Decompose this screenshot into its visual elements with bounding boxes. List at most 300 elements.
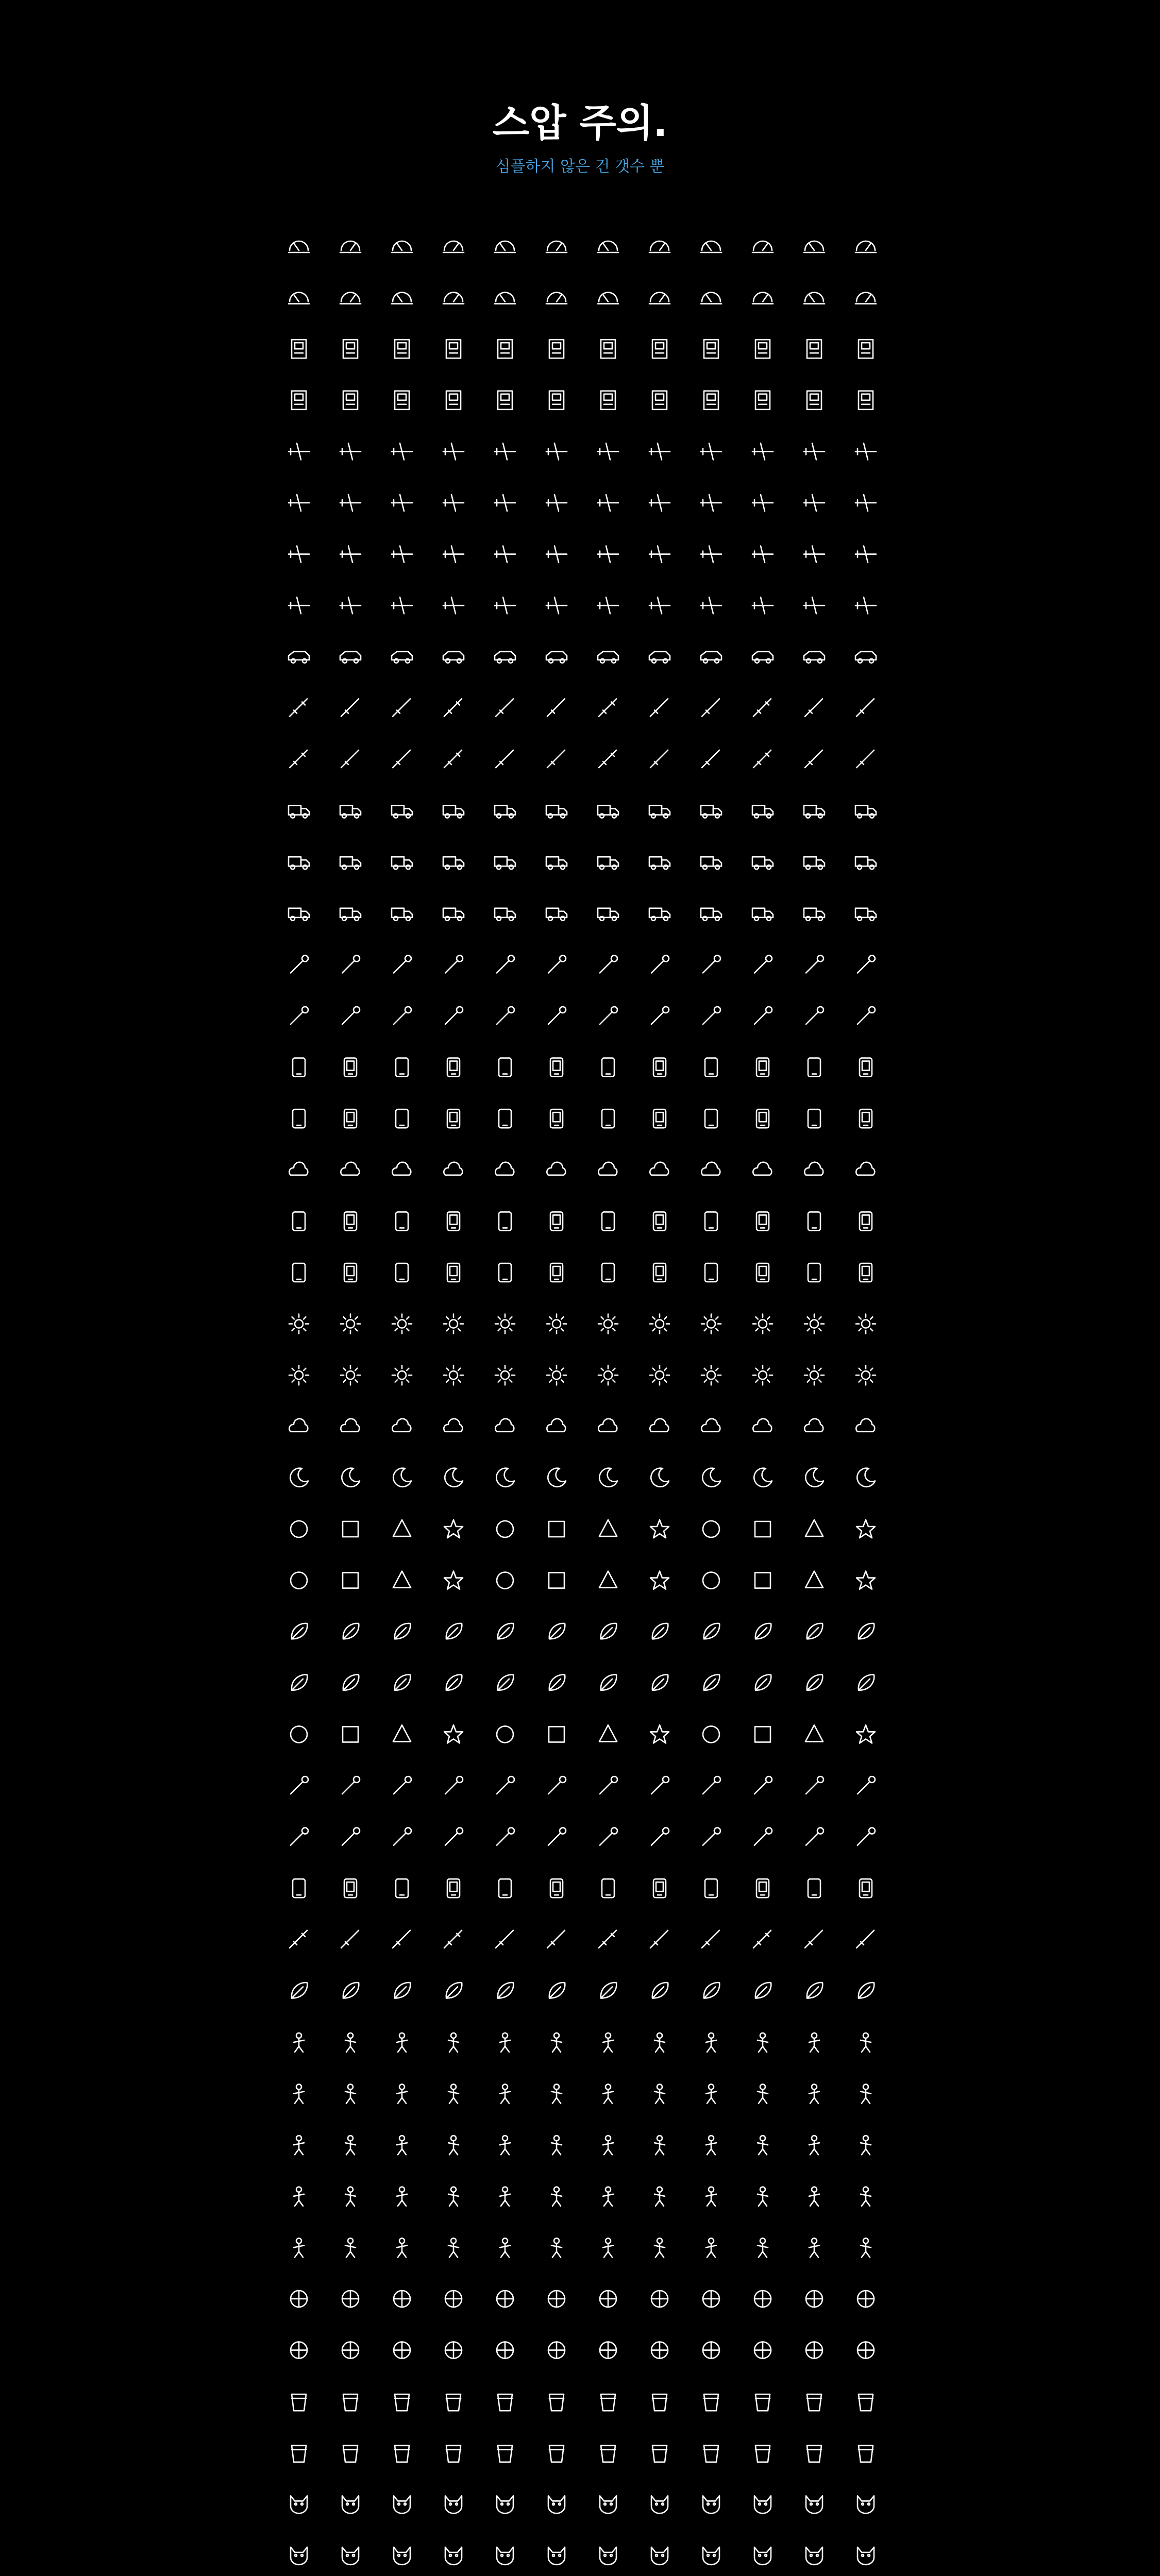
device-icon xyxy=(602,1058,614,1077)
truck-icon xyxy=(392,908,412,921)
airplane-icon xyxy=(443,546,464,563)
person-icon xyxy=(551,2033,562,2052)
leaf-icon xyxy=(498,1982,513,1998)
vending-machine-icon xyxy=(292,391,306,410)
airplane-icon xyxy=(598,546,618,563)
device-icon xyxy=(550,1058,563,1077)
truck-icon xyxy=(546,806,567,818)
truck-icon xyxy=(701,857,721,869)
person-icon xyxy=(758,2136,768,2155)
leaf-icon xyxy=(292,1675,307,1690)
weather-icon xyxy=(289,1162,308,1175)
leaf-icon xyxy=(395,1675,410,1690)
leaf-icon xyxy=(395,1623,410,1639)
weather-icon xyxy=(856,1419,875,1432)
leaf-icon xyxy=(807,1623,822,1639)
gauge-icon xyxy=(340,293,361,304)
food-icon xyxy=(601,2394,615,2411)
person-icon xyxy=(654,2238,665,2257)
device-icon xyxy=(447,1212,460,1230)
person-icon xyxy=(758,2238,768,2257)
leaf-icon xyxy=(498,1623,513,1639)
weather-icon xyxy=(856,1162,875,1175)
person-icon xyxy=(294,2136,304,2155)
sun-icon xyxy=(392,1314,412,1334)
shape-icon xyxy=(856,1520,875,1538)
shape-icon xyxy=(650,1520,669,1538)
weapon-icon xyxy=(856,750,874,768)
car-icon xyxy=(649,652,670,663)
weather-icon xyxy=(650,1419,668,1432)
leaf-icon xyxy=(807,1982,822,1998)
device-icon xyxy=(550,1263,563,1282)
shape-icon xyxy=(549,1521,564,1537)
vending-machine-icon xyxy=(807,391,821,410)
gauge-icon xyxy=(289,293,309,304)
gauge-icon xyxy=(701,293,721,304)
airplane-icon xyxy=(495,546,515,563)
device-icon xyxy=(860,1212,872,1230)
device-icon xyxy=(705,1263,717,1282)
moon-icon xyxy=(651,1468,669,1487)
gauge-icon xyxy=(855,293,876,304)
gauge-icon xyxy=(495,293,515,304)
weapon-icon xyxy=(805,699,822,716)
shape-icon xyxy=(805,1725,823,1741)
device-icon xyxy=(653,1109,666,1128)
tool-icon xyxy=(806,1828,823,1845)
device-icon xyxy=(705,1212,717,1230)
device-icon xyxy=(344,1212,357,1230)
airplane-icon xyxy=(598,597,618,614)
gauge-icon xyxy=(598,293,618,304)
moon-icon xyxy=(445,1468,463,1487)
food-icon xyxy=(755,2446,770,2462)
tool-icon xyxy=(548,1007,566,1024)
device-icon xyxy=(705,1879,717,1897)
food-icon xyxy=(704,2394,718,2411)
device-icon xyxy=(499,1212,511,1230)
shape-icon xyxy=(599,1520,617,1536)
animal-icon xyxy=(497,2496,513,2513)
animal-icon xyxy=(291,2547,307,2565)
animal-icon xyxy=(754,2496,771,2513)
animal-icon xyxy=(548,2496,565,2513)
animal-icon xyxy=(342,2547,359,2565)
weapon-icon xyxy=(496,699,513,716)
shape-icon xyxy=(393,1571,411,1588)
weapon-icon xyxy=(290,699,307,716)
vending-machine-icon xyxy=(292,340,306,358)
truck-icon xyxy=(495,908,515,921)
person-icon xyxy=(861,2187,871,2206)
car-icon xyxy=(340,652,361,663)
weather-icon xyxy=(598,1419,617,1432)
animal-icon xyxy=(497,2547,513,2565)
device-icon xyxy=(293,1058,305,1077)
truck-icon xyxy=(546,908,567,921)
airplane-icon xyxy=(443,597,464,614)
airplane-icon xyxy=(443,495,464,511)
shape-icon xyxy=(393,1520,411,1536)
weapon-icon xyxy=(290,1930,307,1948)
sport-icon xyxy=(291,2342,307,2359)
tool-icon xyxy=(548,955,566,973)
person-icon xyxy=(500,2136,510,2155)
tool-icon xyxy=(703,1828,720,1845)
weapon-icon xyxy=(702,750,719,768)
moon-icon xyxy=(496,1468,514,1487)
device-icon xyxy=(499,1058,511,1077)
sport-icon xyxy=(651,2342,668,2359)
truck-icon xyxy=(443,806,464,818)
vending-machine-icon xyxy=(343,340,358,358)
animal-icon xyxy=(394,2496,410,2513)
tool-icon xyxy=(497,1828,514,1845)
device-icon xyxy=(860,1263,872,1282)
weapon-icon xyxy=(444,699,462,716)
device-icon xyxy=(756,1109,769,1128)
food-icon xyxy=(601,2446,615,2462)
tool-icon xyxy=(497,1007,514,1024)
person-icon xyxy=(861,2136,871,2155)
gauge-icon xyxy=(340,241,361,252)
car-icon xyxy=(546,652,567,663)
weapon-icon xyxy=(753,1930,771,1948)
airplane-icon xyxy=(649,546,670,563)
airplane-icon xyxy=(752,546,773,563)
gauge-icon xyxy=(392,241,412,252)
sport-icon xyxy=(858,2342,874,2359)
tool-icon xyxy=(703,1776,720,1794)
weapon-icon xyxy=(496,1930,513,1948)
shape-icon xyxy=(343,1726,358,1742)
device-icon xyxy=(653,1212,666,1230)
sport-icon xyxy=(858,2291,874,2307)
airplane-icon xyxy=(804,443,825,460)
person-icon xyxy=(397,2187,407,2206)
person-icon xyxy=(706,2187,716,2206)
leaf-icon xyxy=(446,1623,462,1639)
car-icon xyxy=(443,652,464,663)
shape-icon xyxy=(497,1521,513,1537)
airplane-icon xyxy=(649,597,670,614)
weapon-icon xyxy=(393,699,410,716)
gauge-icon xyxy=(392,293,412,304)
tool-icon xyxy=(497,955,514,973)
airplane-icon xyxy=(289,495,309,511)
sun-icon xyxy=(753,1314,772,1334)
leaf-icon xyxy=(395,1982,410,1998)
device-icon xyxy=(293,1212,305,1230)
gauge-icon xyxy=(443,241,464,252)
shape-icon xyxy=(805,1571,823,1588)
leaf-icon xyxy=(601,1675,616,1690)
device-icon xyxy=(808,1212,820,1230)
animal-icon xyxy=(342,2496,359,2513)
airplane-icon xyxy=(392,443,412,460)
food-icon xyxy=(652,2446,667,2462)
sport-icon xyxy=(497,2291,513,2307)
shape-icon xyxy=(291,1572,307,1589)
vending-machine-icon xyxy=(601,340,615,358)
device-icon xyxy=(602,1879,614,1897)
leaf-icon xyxy=(755,1982,771,1998)
sun-icon xyxy=(650,1314,669,1334)
person-icon xyxy=(551,2084,562,2104)
food-icon xyxy=(292,2446,306,2462)
shape-icon xyxy=(856,1725,875,1743)
person-icon xyxy=(603,2238,613,2257)
leaf-icon xyxy=(652,1675,668,1690)
tool-icon xyxy=(548,1776,566,1794)
animal-icon xyxy=(445,2547,462,2565)
tool-icon xyxy=(651,1828,669,1845)
shape-icon xyxy=(856,1571,875,1589)
sport-icon xyxy=(548,2342,565,2359)
weapon-icon xyxy=(547,1930,565,1948)
food-icon xyxy=(652,2394,667,2411)
sun-icon xyxy=(444,1314,463,1334)
tool-icon xyxy=(291,1828,308,1845)
airplane-icon xyxy=(804,546,825,563)
sport-icon xyxy=(291,2291,307,2307)
gauge-icon xyxy=(649,293,670,304)
shape-icon xyxy=(343,1573,358,1588)
weapon-icon xyxy=(393,1930,410,1948)
shape-icon xyxy=(444,1520,463,1538)
tool-icon xyxy=(651,955,669,973)
person-icon xyxy=(294,2238,304,2257)
weapon-icon xyxy=(599,1930,616,1948)
gauge-icon xyxy=(701,241,721,252)
tool-icon xyxy=(394,1776,411,1794)
tool-icon xyxy=(548,1828,566,1845)
device-icon xyxy=(293,1879,305,1897)
truck-icon xyxy=(495,806,515,818)
vending-machine-icon xyxy=(859,340,873,358)
tool-icon xyxy=(858,1828,875,1845)
person-icon xyxy=(861,2238,871,2257)
person-icon xyxy=(448,2084,459,2104)
device-icon xyxy=(653,1263,666,1282)
truck-icon xyxy=(340,857,361,869)
vending-machine-icon xyxy=(652,391,667,410)
vending-machine-icon xyxy=(755,391,770,410)
weather-icon xyxy=(392,1162,411,1175)
airplane-icon xyxy=(340,546,361,563)
gauge-icon xyxy=(804,293,825,304)
shape-icon xyxy=(549,1573,564,1588)
gauge-icon xyxy=(546,241,567,252)
tool-icon xyxy=(291,1007,308,1024)
person-icon xyxy=(345,2238,356,2257)
device-icon xyxy=(550,1879,563,1897)
airplane-icon xyxy=(752,597,773,614)
sport-icon xyxy=(600,2342,616,2359)
truck-icon xyxy=(289,857,309,869)
weather-icon xyxy=(444,1162,462,1175)
weather-icon xyxy=(753,1419,771,1432)
animal-icon xyxy=(651,2496,668,2513)
food-icon xyxy=(395,2446,409,2462)
truck-icon xyxy=(649,806,670,818)
food-icon xyxy=(498,2446,512,2462)
sun-icon xyxy=(650,1365,669,1385)
person-icon xyxy=(500,2084,510,2104)
tool-icon xyxy=(600,955,617,973)
device-icon xyxy=(396,1879,408,1897)
airplane-icon xyxy=(752,443,773,460)
sun-icon xyxy=(289,1365,309,1385)
tool-icon xyxy=(754,1828,772,1845)
weather-icon xyxy=(547,1419,565,1432)
airplane-icon xyxy=(340,597,361,614)
truck-icon xyxy=(443,908,464,921)
truck-icon xyxy=(804,908,825,921)
animal-icon xyxy=(703,2547,719,2565)
car-icon xyxy=(289,652,309,663)
weather-icon xyxy=(547,1162,565,1175)
tool-icon xyxy=(600,1828,617,1845)
food-icon xyxy=(549,2394,564,2411)
animal-icon xyxy=(651,2547,668,2565)
tool-icon xyxy=(342,1007,360,1024)
airplane-icon xyxy=(598,443,618,460)
person-icon xyxy=(551,2238,562,2257)
shape-icon xyxy=(497,1726,513,1742)
truck-icon xyxy=(804,857,825,869)
person-icon xyxy=(603,2187,613,2206)
leaf-icon xyxy=(755,1675,771,1690)
truck-icon xyxy=(392,806,412,818)
sun-icon xyxy=(547,1314,566,1334)
tool-icon xyxy=(858,955,875,973)
weather-icon xyxy=(650,1162,668,1175)
leaf-icon xyxy=(446,1982,462,1998)
sun-icon xyxy=(804,1314,824,1334)
car-icon xyxy=(752,652,773,663)
leaf-icon xyxy=(601,1982,616,1998)
moon-icon xyxy=(805,1468,823,1487)
shape-icon xyxy=(291,1726,307,1742)
moon-icon xyxy=(857,1468,875,1487)
airplane-icon xyxy=(495,597,515,614)
leaf-icon xyxy=(755,1623,771,1639)
leaf-icon xyxy=(704,1982,719,1998)
tool-icon xyxy=(858,1007,875,1024)
sun-icon xyxy=(495,1314,515,1334)
person-icon xyxy=(500,2187,510,2206)
airplane-icon xyxy=(701,495,721,511)
food-icon xyxy=(807,2446,821,2462)
weapon-icon xyxy=(341,699,359,716)
tool-icon xyxy=(445,1776,463,1794)
airplane-icon xyxy=(495,495,515,511)
shape-icon xyxy=(444,1571,463,1589)
truck-icon xyxy=(289,806,309,818)
tool-icon xyxy=(600,1007,617,1024)
person-icon xyxy=(294,2033,304,2052)
animal-icon xyxy=(858,2547,874,2565)
airplane-icon xyxy=(289,443,309,460)
device-icon xyxy=(447,1263,460,1282)
person-icon xyxy=(551,2136,562,2155)
vending-machine-icon xyxy=(498,391,512,410)
gauge-icon xyxy=(495,241,515,252)
tool-icon xyxy=(291,955,308,973)
sun-icon xyxy=(804,1365,824,1385)
airplane-icon xyxy=(289,546,309,563)
device-icon xyxy=(293,1109,305,1128)
sport-icon xyxy=(806,2342,822,2359)
person-icon xyxy=(345,2084,356,2104)
shape-icon xyxy=(549,1726,564,1742)
device-icon xyxy=(653,1879,666,1897)
vending-machine-icon xyxy=(704,391,718,410)
tool-icon xyxy=(394,955,411,973)
weather-icon xyxy=(804,1162,823,1175)
device-icon xyxy=(396,1109,408,1128)
sport-icon xyxy=(806,2291,822,2307)
truck-icon xyxy=(855,908,876,921)
vending-machine-icon xyxy=(446,391,461,410)
sport-icon xyxy=(445,2342,462,2359)
tool-icon xyxy=(445,1007,463,1024)
leaf-icon xyxy=(498,1675,513,1690)
person-icon xyxy=(448,2187,459,2206)
moon-icon xyxy=(290,1468,308,1487)
truck-icon xyxy=(598,857,618,869)
airplane-icon xyxy=(289,597,309,614)
weather-icon xyxy=(444,1419,462,1432)
sun-icon xyxy=(753,1365,772,1385)
device-icon xyxy=(499,1263,511,1282)
weapon-icon xyxy=(753,699,771,716)
airplane-icon xyxy=(546,495,567,511)
person-icon xyxy=(758,2084,768,2104)
truck-icon xyxy=(340,908,361,921)
person-icon xyxy=(706,2136,716,2155)
device-icon xyxy=(447,1058,460,1077)
device-icon xyxy=(447,1109,460,1128)
shape-icon xyxy=(703,1726,719,1742)
person-icon xyxy=(809,2136,819,2155)
truck-icon xyxy=(495,857,515,869)
sun-icon xyxy=(856,1365,876,1385)
airplane-icon xyxy=(546,546,567,563)
person-icon xyxy=(448,2238,459,2257)
airplane-icon xyxy=(546,443,567,460)
sun-icon xyxy=(495,1365,515,1385)
tool-icon xyxy=(754,1776,772,1794)
airplane-icon xyxy=(649,443,670,460)
animal-icon xyxy=(600,2547,616,2565)
weather-icon xyxy=(289,1419,308,1432)
device-icon xyxy=(396,1212,408,1230)
tool-icon xyxy=(445,955,463,973)
airplane-icon xyxy=(701,546,721,563)
page-title: 스압 주의. xyxy=(492,101,668,145)
shape-icon xyxy=(755,1573,770,1588)
weapon-icon xyxy=(547,699,565,716)
truck-icon xyxy=(752,857,773,869)
person-icon xyxy=(654,2136,665,2155)
truck-icon xyxy=(392,857,412,869)
weather-icon xyxy=(701,1162,720,1175)
person-icon xyxy=(397,2084,407,2104)
weather-icon xyxy=(341,1162,359,1175)
